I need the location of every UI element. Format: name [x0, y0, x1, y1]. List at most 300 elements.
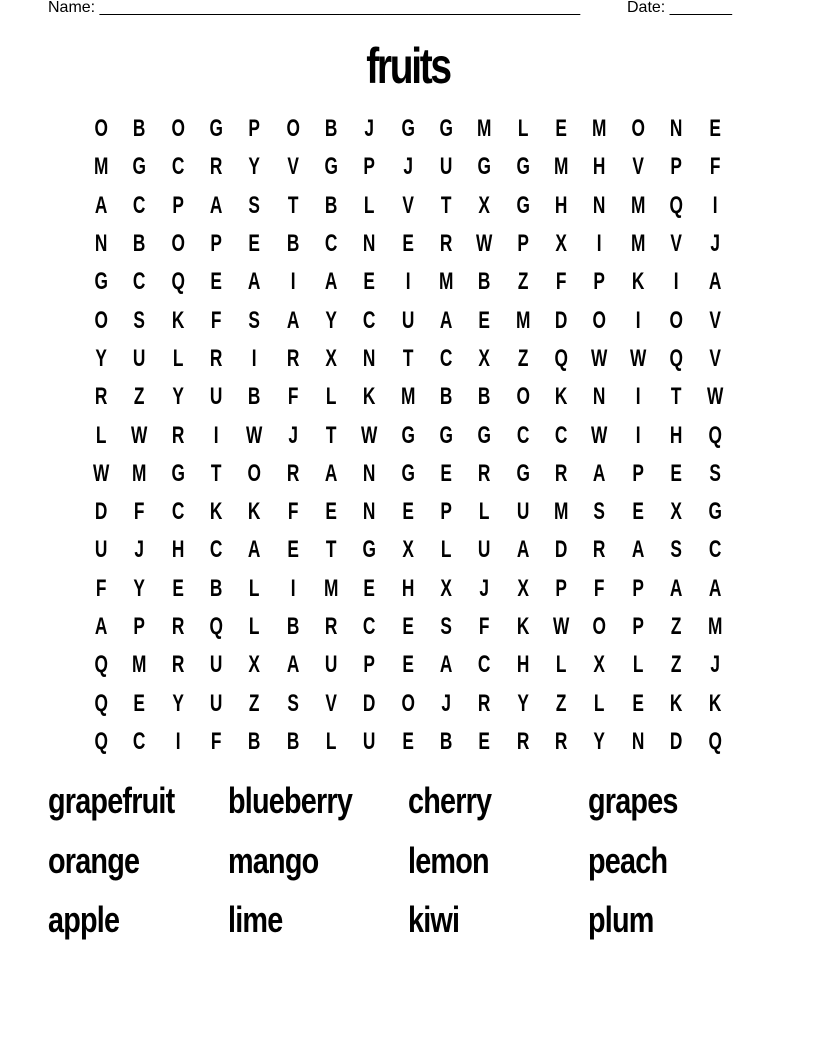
word-bank-item: orange: [48, 839, 140, 881]
grid-letter: Q: [94, 689, 108, 717]
grid-letter: G: [401, 421, 415, 449]
grid-letter: B: [133, 115, 146, 143]
grid-letter: G: [707, 498, 722, 526]
grid-letter: P: [210, 230, 222, 258]
grid-letter: R: [555, 727, 568, 755]
word-bank-item: peach: [588, 839, 668, 881]
grid-letter: W: [629, 344, 647, 372]
grid-letter: C: [516, 421, 530, 449]
word-bank-item: mango: [228, 839, 319, 881]
word-bank-item: apple: [48, 899, 120, 940]
grid-letter: O: [592, 306, 607, 334]
grid-letter: E: [210, 268, 222, 296]
grid-letter: L: [249, 574, 260, 602]
grid-letter: L: [479, 498, 490, 526]
grid-letter: C: [133, 727, 146, 755]
grid-letter: M: [707, 613, 722, 640]
grid-letter: Z: [249, 689, 260, 717]
grid-letter: R: [171, 651, 185, 679]
grid-letter: E: [478, 727, 491, 755]
grid-letter: N: [363, 498, 376, 526]
grid-letter: A: [324, 459, 338, 487]
grid-letter: P: [517, 230, 529, 258]
grid-letter: F: [210, 727, 222, 755]
grid-letter: A: [324, 268, 338, 296]
word-bank-item: lemon: [408, 839, 489, 881]
grid-letter: B: [286, 613, 300, 640]
grid-letter: W: [93, 459, 110, 487]
grid-letter: A: [286, 651, 300, 679]
grid-letter: G: [516, 153, 530, 181]
grid-letter: U: [516, 498, 530, 526]
grid-letter: E: [133, 689, 146, 717]
grid-letter: E: [287, 536, 299, 564]
grid-letter: C: [440, 344, 453, 372]
grid-letter: L: [172, 344, 184, 372]
grid-letter: A: [94, 613, 108, 640]
grid-letter: K: [248, 498, 261, 526]
grid-letter: T: [287, 191, 299, 219]
grid-letter: M: [554, 498, 569, 526]
grid-letter: Q: [707, 727, 722, 755]
grid-letter: M: [400, 383, 416, 411]
grid-letter: Q: [171, 268, 185, 296]
grid-letter: Q: [209, 613, 223, 640]
grid-letter: J: [709, 230, 720, 258]
grid-letter: W: [361, 421, 378, 449]
grid-letter: H: [593, 153, 606, 181]
grid-letter: W: [131, 421, 148, 449]
grid-letter: N: [631, 727, 645, 755]
grid-letter: M: [630, 230, 646, 258]
grid-letter: N: [363, 230, 376, 258]
grid-letter: O: [516, 383, 530, 411]
grid-letter: E: [670, 459, 683, 487]
grid-letter: R: [286, 344, 300, 372]
grid-letter: D: [555, 536, 568, 564]
grid-letter: G: [94, 268, 108, 296]
grid-letter: R: [171, 613, 185, 640]
grid-letter: R: [555, 459, 568, 487]
grid-letter: V: [708, 306, 721, 334]
grid-letter: M: [93, 153, 109, 181]
grid-letter: R: [94, 383, 108, 411]
grid-letter: Q: [669, 344, 684, 372]
grid-letter: M: [630, 191, 646, 219]
name-field: Name: ______________________________________________________: [48, 0, 581, 16]
grid-letter: D: [555, 306, 568, 334]
grid-letter: L: [517, 115, 529, 143]
grid-letter: X: [402, 536, 414, 564]
grid-letter: J: [288, 421, 298, 449]
grid-letter: N: [363, 344, 376, 372]
grid-letter: L: [325, 727, 337, 755]
grid-letter: M: [515, 306, 531, 334]
grid-letter: Y: [593, 727, 606, 755]
grid-letter: C: [133, 191, 146, 219]
grid-letter: U: [440, 153, 453, 181]
grid-letter: T: [325, 536, 337, 564]
grid-letter: L: [594, 689, 605, 717]
grid-letter: F: [287, 498, 299, 526]
grid-letter: P: [248, 115, 261, 143]
grid-letter: A: [708, 574, 721, 602]
grid-letter: E: [402, 230, 414, 258]
grid-letter: P: [555, 574, 568, 602]
grid-letter: P: [440, 498, 453, 526]
grid-letter: V: [287, 153, 299, 181]
grid-letter: M: [439, 268, 454, 296]
letter-grid: [82, 110, 734, 761]
grid-letter: J: [441, 689, 452, 717]
grid-letter: P: [632, 459, 644, 487]
grid-letter: O: [592, 613, 607, 640]
grid-letter: P: [632, 574, 644, 602]
grid-letter: U: [363, 727, 376, 755]
grid-letter: R: [286, 459, 300, 487]
grid-letter: Z: [517, 268, 529, 296]
grid-letter: C: [171, 153, 185, 181]
grid-letter: N: [94, 230, 108, 258]
grid-letter: Z: [671, 613, 682, 640]
grid-letter: I: [597, 230, 603, 258]
grid-letter: E: [478, 306, 491, 334]
grid-letter: U: [133, 344, 146, 372]
grid-letter: B: [133, 230, 146, 258]
grid-letter: O: [401, 689, 415, 717]
grid-letter: R: [593, 536, 606, 564]
grid-letter: G: [362, 536, 377, 564]
grid-letter: G: [209, 115, 223, 143]
grid-letter: I: [290, 574, 296, 602]
grid-letter: M: [477, 115, 492, 143]
grid-letter: U: [324, 651, 338, 679]
grid-letter: E: [172, 574, 184, 602]
grid-letter: S: [133, 306, 146, 334]
grid-letter: I: [290, 268, 296, 296]
grid-letter: A: [670, 574, 683, 602]
grid-letter: H: [401, 574, 415, 602]
grid-letter: B: [248, 727, 261, 755]
grid-letter: S: [287, 689, 299, 717]
grid-letter: T: [671, 383, 682, 411]
grid-letter: N: [670, 115, 683, 143]
grid-letter: L: [95, 421, 107, 449]
grid-letter: K: [670, 689, 683, 717]
word-bank-item: grapefruit: [48, 780, 175, 821]
grid-letter: E: [555, 115, 568, 143]
grid-letter: Y: [517, 689, 529, 717]
grid-letter: E: [325, 498, 337, 526]
grid-letter: G: [516, 459, 530, 487]
grid-letter: X: [478, 191, 491, 219]
grid-letter: M: [132, 459, 147, 487]
grid-letter: X: [555, 230, 568, 258]
grid-letter: S: [593, 498, 606, 526]
grid-letter: Z: [517, 344, 529, 372]
grid-letter: H: [171, 536, 185, 564]
grid-letter: L: [364, 191, 375, 219]
grid-letter: R: [209, 344, 223, 372]
grid-letter: T: [440, 191, 452, 219]
grid-letter: N: [593, 383, 606, 411]
grid-letter: I: [635, 383, 641, 411]
grid-letter: G: [439, 115, 453, 143]
grid-letter: K: [516, 613, 530, 640]
grid-letter: Y: [248, 153, 261, 181]
grid-letter: X: [440, 574, 453, 602]
grid-letter: B: [478, 383, 491, 411]
grid-letter: O: [631, 115, 645, 143]
grid-letter: A: [516, 536, 530, 564]
grid-letter: L: [632, 651, 644, 679]
grid-letter: C: [363, 613, 376, 640]
grid-letter: U: [209, 689, 223, 717]
grid-letter: G: [401, 115, 415, 143]
grid-letter: Y: [133, 574, 146, 602]
grid-letter: Y: [325, 306, 337, 334]
grid-letter: X: [248, 651, 261, 679]
grid-letter: B: [440, 727, 453, 755]
grid-letter: Q: [94, 651, 108, 679]
grid-letter: L: [440, 536, 452, 564]
grid-letter: N: [593, 191, 606, 219]
grid-letter: O: [286, 115, 300, 143]
grid-letter: K: [631, 268, 645, 296]
grid-letter: L: [325, 383, 337, 411]
grid-letter: S: [708, 459, 721, 487]
grid-letter: W: [591, 344, 608, 372]
grid-letter: B: [286, 727, 300, 755]
grid-letter: O: [171, 115, 185, 143]
grid-letter: G: [477, 153, 492, 181]
grid-letter: V: [325, 689, 337, 717]
grid-letter: S: [248, 191, 261, 219]
grid-letter: I: [252, 344, 257, 372]
grid-letter: U: [401, 306, 415, 334]
grid-letter: Q: [669, 191, 684, 219]
grid-letter: J: [364, 115, 375, 143]
grid-letter: K: [708, 689, 721, 717]
grid-letter: J: [134, 536, 145, 564]
grid-letter: E: [402, 727, 414, 755]
grid-letter: I: [635, 421, 641, 449]
grid-letter: F: [287, 383, 299, 411]
grid-letter: V: [402, 191, 414, 219]
grid-letter: I: [405, 268, 411, 296]
grid-letter: E: [402, 613, 414, 640]
grid-letter: Y: [172, 689, 184, 717]
grid-letter: M: [132, 651, 147, 679]
grid-letter: E: [440, 459, 453, 487]
grid-letter: R: [516, 727, 530, 755]
grid-letter: G: [324, 153, 338, 181]
grid-letter: G: [132, 153, 147, 181]
grid-letter: E: [402, 498, 414, 526]
grid-letter: P: [670, 153, 683, 181]
grid-letter: Z: [556, 689, 567, 717]
grid-letter: F: [479, 613, 490, 640]
grid-letter: S: [670, 536, 683, 564]
word-bank-item: grapes: [588, 780, 678, 821]
grid-letter: I: [673, 268, 679, 296]
grid-letter: D: [94, 498, 108, 526]
grid-letter: J: [479, 574, 490, 602]
grid-letter: A: [248, 536, 261, 564]
grid-letter: G: [516, 191, 530, 219]
grid-letter: S: [248, 306, 261, 334]
grid-letter: D: [670, 727, 683, 755]
grid-letter: Z: [134, 383, 145, 411]
grid-letter: I: [175, 727, 181, 755]
grid-letter: F: [594, 574, 605, 602]
grid-letter: R: [478, 459, 491, 487]
grid-letter: P: [593, 268, 606, 296]
grid-letter: W: [246, 421, 263, 449]
grid-letter: O: [247, 459, 262, 487]
grid-letter: H: [670, 421, 683, 449]
grid-letter: E: [708, 115, 721, 143]
grid-letter: G: [401, 459, 415, 487]
grid-letter: B: [324, 115, 338, 143]
grid-letter: D: [363, 689, 376, 717]
grid-letter: Q: [554, 344, 569, 372]
grid-letter: H: [516, 651, 530, 679]
grid-letter: W: [553, 613, 570, 640]
grid-letter: Z: [671, 651, 682, 679]
grid-letter: Q: [707, 421, 722, 449]
grid-letter: R: [209, 153, 223, 181]
grid-letter: R: [440, 230, 453, 258]
grid-letter: T: [210, 459, 222, 487]
grid-letter: C: [133, 268, 146, 296]
grid-letter: E: [363, 268, 376, 296]
grid-letter: X: [325, 344, 337, 372]
grid-letter: V: [708, 344, 721, 372]
grid-letter: B: [440, 383, 453, 411]
grid-letter: X: [593, 651, 606, 679]
grid-letter: M: [554, 153, 569, 181]
grid-letter: L: [556, 651, 567, 679]
grid-letter: P: [632, 613, 644, 640]
grid-letter: Y: [172, 383, 184, 411]
grid-letter: X: [517, 574, 529, 602]
grid-letter: E: [402, 651, 414, 679]
grid-letter: P: [172, 191, 184, 219]
grid-letter: S: [440, 613, 453, 640]
grid-letter: B: [324, 191, 338, 219]
date-field: Date: _______: [627, 0, 732, 16]
grid-letter: K: [363, 383, 376, 411]
grid-letter: A: [94, 191, 108, 219]
grid-letter: K: [209, 498, 223, 526]
grid-letter: U: [209, 651, 223, 679]
grid-letter: R: [324, 613, 338, 640]
grid-letter: A: [440, 306, 453, 334]
grid-letter: T: [402, 344, 414, 372]
grid-letter: J: [709, 651, 720, 679]
grid-letter: F: [210, 306, 222, 334]
grid-letter: F: [556, 268, 567, 296]
grid-letter: J: [403, 153, 413, 181]
grid-letter: C: [209, 536, 223, 564]
grid-letter: L: [249, 613, 260, 640]
grid-letter: X: [670, 498, 683, 526]
grid-letter: M: [324, 574, 339, 602]
grid-letter: O: [94, 306, 108, 334]
grid-letter: E: [363, 574, 376, 602]
grid-letter: Q: [94, 727, 108, 755]
word-bank-item: plum: [588, 899, 654, 940]
grid-letter: K: [555, 383, 568, 411]
word-bank-item: kiwi: [408, 899, 460, 940]
grid-letter: Y: [95, 344, 107, 372]
grid-letter: B: [209, 574, 223, 602]
grid-letter: F: [709, 153, 720, 181]
grid-letter: G: [439, 421, 453, 449]
grid-letter: C: [555, 421, 568, 449]
grid-letter: C: [363, 306, 376, 334]
grid-letter: R: [171, 421, 185, 449]
grid-letter: A: [248, 268, 261, 296]
grid-letter: A: [593, 459, 606, 487]
word-bank-item: lime: [228, 899, 283, 940]
grid-letter: A: [286, 306, 300, 334]
grid-letter: O: [669, 306, 684, 334]
grid-letter: T: [325, 421, 337, 449]
grid-letter: B: [286, 230, 300, 258]
grid-letter: P: [363, 153, 376, 181]
grid-letter: A: [209, 191, 223, 219]
grid-letter: F: [95, 574, 107, 602]
grid-letter: C: [478, 651, 491, 679]
grid-letter: W: [591, 421, 608, 449]
grid-letter: P: [133, 613, 146, 640]
grid-letter: G: [477, 421, 492, 449]
grid-letter: C: [708, 536, 721, 564]
grid-letter: X: [478, 344, 491, 372]
grid-letter: U: [209, 383, 223, 411]
grid-letter: O: [94, 115, 108, 143]
grid-letter: V: [670, 230, 683, 258]
grid-letter: G: [171, 459, 185, 487]
grid-letter: A: [440, 651, 453, 679]
grid-letter: K: [171, 306, 185, 334]
grid-letter: P: [363, 651, 376, 679]
grid-letter: B: [478, 268, 491, 296]
grid-letter: E: [248, 230, 261, 258]
grid-letter: V: [632, 153, 644, 181]
word-bank-item: blueberry: [228, 780, 353, 821]
word-bank: [48, 778, 768, 957]
grid-letter: F: [134, 498, 145, 526]
grid-letter: I: [213, 421, 219, 449]
grid-letter: M: [592, 115, 607, 143]
grid-letter: E: [632, 498, 644, 526]
grid-letter: I: [635, 306, 641, 334]
grid-letter: H: [555, 191, 568, 219]
grid-letter: W: [476, 230, 493, 258]
grid-letter: N: [363, 459, 376, 487]
grid-letter: C: [324, 230, 338, 258]
grid-letter: W: [706, 383, 723, 411]
grid-letter: C: [171, 498, 185, 526]
grid-letter: U: [94, 536, 108, 564]
grid-letter: R: [478, 689, 491, 717]
grid-letter: E: [632, 689, 644, 717]
grid-letter: A: [708, 268, 721, 296]
grid-letter: I: [712, 191, 718, 219]
